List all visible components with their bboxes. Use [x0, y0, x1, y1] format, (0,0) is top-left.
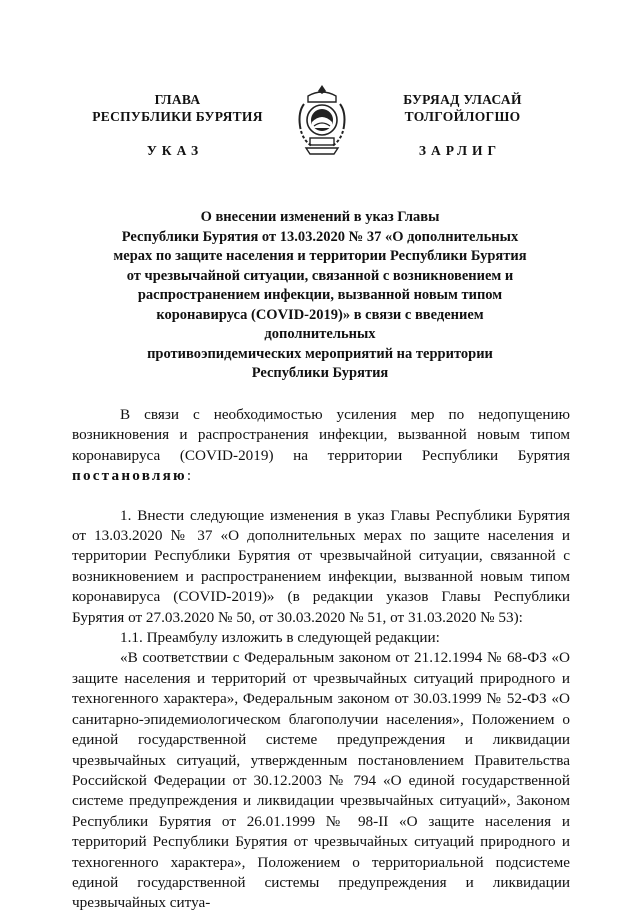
article-paragraph: «В соответствии с Федеральным законом от 21.12.1994 № 68-ФЗ «О защите населения и территорий от чрезвычайных ситуаций природного и техногенного характера», Федеральным законом от 30.03.1999 № 52-ФЗ «О санитарно-эпидемиологическом благополучии населения», Положением о единой государственной системе предупреждения и ликвидации чрезвычайных ситуаций, утвержденным постановлением Правительства Российской Федерации от 30.12.2003 № 794 «О единой государственной системе предупреждения и ликвидации чрезвычайных ситуаций», Законом Республики Бурятия от 26.01.1999 № 98-II «О защите населения и территорий Республики Бурятия от чрезвычайных ситуаций природного и техногенного характера», Положением о территориальной подсистеме единой государственной системы предупреждения и ликвидации чрезвычайных ситуа-: [72, 649, 570, 912]
preamble-paragraph: [72, 405, 570, 487]
article-paragraph: 1.1. Преамбулу изложить в следующей редакции:: [120, 629, 440, 647]
title-line: Республики Бурятия от 13.03.2020 № 37 «О дополнительных: [121, 228, 519, 245]
issuer-header-buryat: [370, 91, 555, 125]
preamble-colon: :: [186, 467, 192, 485]
issuer-title-line2: РЕСПУБЛИКИ БУРЯТИЯ: [92, 109, 263, 124]
title-line: противоэпидемических мероприятий на территории: [147, 345, 493, 362]
title-line: коронавируса (COVID-2019)» в связи с введением дополнительных: [156, 306, 484, 342]
title-line: Республики Бурятия: [251, 365, 389, 381]
title-line: мерах по защите населения и территории Республики Бурятия: [113, 248, 527, 264]
preamble-text: В связи с необходимостью усиления мер по недопущению возникновения и распространения инфекции, вызванной новым типом коронавируса (COVID-2019) на территории Республики Бурятия: [72, 406, 570, 464]
title-line: от чрезвычайной ситуации, связанной с возникновением и: [126, 267, 514, 284]
decree-label-buryat: ЗАРЛИГ: [418, 143, 502, 158]
document-body: [72, 405, 570, 914]
issuer-title-buryat-line1: БУРЯАД УЛАСАЙ: [403, 92, 522, 107]
title-line: О внесении изменений в указ Главы: [200, 209, 440, 225]
title-line: распространением инфекции, вызванной новым типом: [137, 287, 503, 303]
coat-of-arms-icon: [292, 82, 352, 158]
issuer-header-russian: [70, 91, 285, 125]
article-paragraph: 1. Внести следующие изменения в указ Главы Республики Бурятия от 13.03.2020 № 37 «О дополнительных мерах по защите населения и территории Республики Бурятия от чрезвычайной ситуации, связанной с возникновением и распространением инфекции, вызванной новым типом коронавируса (COVID-2019)» (в редакции указов Главы Республики Бурятия от 27.03.2020 № 50, от 30.03.2020 № 51, от 31.03.2020 № 53):: [72, 506, 570, 626]
issuer-title-line1: ГЛАВА: [154, 92, 201, 107]
decree-verb: постановляю: [72, 467, 187, 485]
issuer-title-buryat-line2: ТОЛГОЙЛОГШО: [404, 109, 521, 124]
decree-label-russian: УКАЗ: [146, 143, 204, 158]
document-title: [100, 208, 540, 384]
